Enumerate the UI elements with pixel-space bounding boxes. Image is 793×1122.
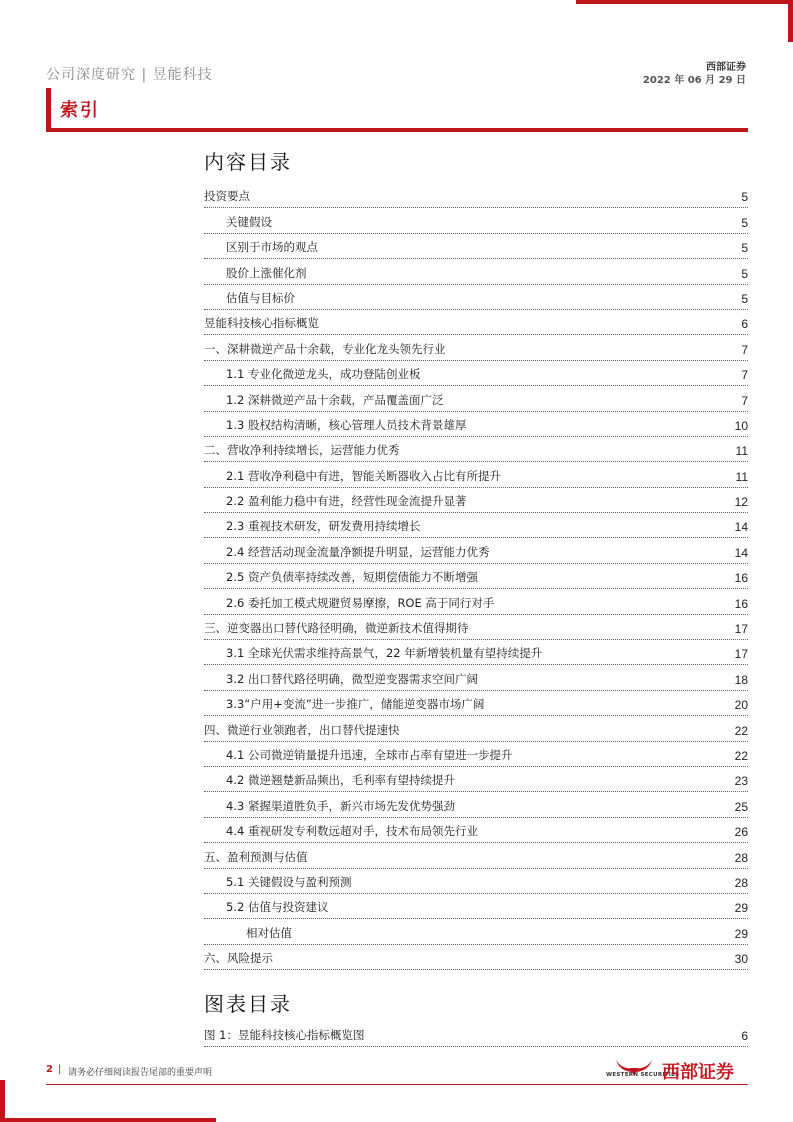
toc-entry-title: 五、盈利预测与估值 <box>204 849 308 864</box>
toc-entry-title: 4.2 微逆翘楚新品频出，毛利率有望持续提升 <box>226 773 455 788</box>
toc-entry[interactable] <box>204 259 748 284</box>
header-brand: 西部证券 <box>706 62 746 73</box>
toc-entry-page: 18 <box>734 672 748 687</box>
toc-entry-page: 23 <box>734 774 748 789</box>
toc-entry[interactable] <box>204 894 748 919</box>
toc-entry-page: 22 <box>734 748 748 763</box>
section-accent-bar <box>46 88 51 132</box>
toc-entry-title: 2.1 营收净利稳中有进，智能关断器收入占比有所提升 <box>226 468 501 483</box>
toc-entry-title: 昱能科技核心指标概览 <box>204 316 319 331</box>
toc-entry-page: 10 <box>734 418 748 433</box>
toc-entry[interactable] <box>204 386 748 411</box>
toc-entry-title: 2.4 经营活动现金流量净额提升明显，运营能力优秀 <box>226 544 490 559</box>
toc-entry[interactable] <box>204 285 748 310</box>
toc-entry-title: 4.4 重视研发专利数远超对手，技术布局领先行业 <box>226 824 478 839</box>
toc-list <box>204 183 748 970</box>
toc-entry-title: 1.2 深耕微逆产品十余载，产品覆盖面广泛 <box>226 392 444 407</box>
toc-entry[interactable] <box>204 843 748 868</box>
toc-entry-page: 17 <box>734 622 748 637</box>
toc-entry-title: 区别于市场的观点 <box>226 240 318 255</box>
toc-entry-title: 2.6 委托加工模式规避贸易摩擦，ROE 高于同行对手 <box>226 595 495 610</box>
logo-chinese: 西部证券 <box>662 1062 734 1083</box>
toc-entry-title: 1.1 专业化微逆龙头，成功登陆创业板 <box>226 367 421 382</box>
toc-entry-page: 6 <box>741 317 748 332</box>
figure-list <box>204 1022 748 1047</box>
toc-entry[interactable] <box>204 208 748 233</box>
toc-entry-page: 7 <box>741 393 748 408</box>
toc-entry[interactable] <box>204 335 748 360</box>
logo-english: WESTERN SECURITIES <box>606 1072 680 1078</box>
corner-decoration-bottom-vertical <box>0 1080 5 1122</box>
toc-entry-title: 5.1 关键假设与盈利预测 <box>226 874 352 889</box>
toc-entry-title: 3.2 出口替代路径明确，微型逆变器需求空间广阔 <box>226 671 478 686</box>
toc-entry-page: 26 <box>734 825 748 840</box>
toc-entry[interactable] <box>204 183 748 208</box>
footer-separator: | <box>58 1064 62 1075</box>
toc-entry-page: 16 <box>734 596 748 611</box>
toc-entry-page: 17 <box>734 647 748 662</box>
toc-entry[interactable] <box>204 615 748 640</box>
toc-entry-page: 28 <box>734 850 748 865</box>
toc-entry[interactable] <box>204 564 748 589</box>
toc-entry[interactable] <box>204 310 748 335</box>
toc-entry-page: 22 <box>734 723 748 738</box>
toc-entry[interactable] <box>204 412 748 437</box>
corner-decoration-bottom <box>0 1118 216 1122</box>
header-date: 2022 年 06 月 29 日 <box>642 75 746 86</box>
toc-entry-page: 5 <box>741 215 748 230</box>
toc-entry-title: 2.2 盈利能力稳中有进，经营性现金流提升显著 <box>226 494 467 509</box>
toc-entry[interactable] <box>204 462 748 487</box>
toc-entry[interactable] <box>204 589 748 614</box>
toc-entry-title: 一、深耕微逆产品十余载，专业化龙头领先行业 <box>204 341 446 356</box>
toc-entry-title: 3.3“户用+变流”进一步推广，储能逆变器市场广阔 <box>226 697 485 712</box>
header-report-label: 公司深度研究 | 昱能科技 <box>46 67 213 83</box>
toc-entry-title: 2.5 资产负债率持续改善，短期偿债能力不断增强 <box>226 570 478 585</box>
footer-disclaimer: 请务必仔细阅读报告尾部的重要声明 <box>68 1068 213 1078</box>
toc-entry[interactable] <box>204 869 748 894</box>
toc-entry-title: 四、微逆行业领跑者，出口替代提速快 <box>204 722 400 737</box>
figure-entry-title: 图 1：昱能科技核心指标概览图 <box>204 1028 365 1043</box>
toc-entry-title: 3.1 全球光伏需求维持高景气，22 年新增装机量有望持续提升 <box>226 646 543 661</box>
toc-entry-page: 25 <box>734 799 748 814</box>
toc-entry-title: 2.3 重视技术研发，研发费用持续增长 <box>226 519 421 534</box>
toc-entry[interactable] <box>204 716 748 741</box>
section-rule <box>46 128 748 132</box>
toc-entry[interactable] <box>204 640 748 665</box>
toc-entry[interactable] <box>204 361 748 386</box>
toc-entry[interactable] <box>204 665 748 690</box>
toc-entry-page: 29 <box>734 901 748 916</box>
toc-entry-page: 7 <box>741 368 748 383</box>
toc-entry-title: 股价上涨催化剂 <box>226 265 307 280</box>
toc-entry-page: 30 <box>734 952 748 967</box>
toc-entry[interactable] <box>204 792 748 817</box>
toc-entry-title: 5.2 估值与投资建议 <box>226 900 329 915</box>
toc-entry-page: 5 <box>741 266 748 281</box>
toc-entry-title: 三、逆变器出口替代路径明确，微逆新技术值得期待 <box>204 621 469 636</box>
toc-entry-title: 投资要点 <box>204 189 250 204</box>
toc-entry-title: 二、营收净利持续增长，运营能力优秀 <box>204 443 400 458</box>
toc-entry-page: 28 <box>734 875 748 890</box>
toc-entry[interactable] <box>204 488 748 513</box>
toc-entry[interactable] <box>204 513 748 538</box>
footer-page-number: 2 <box>46 1064 53 1075</box>
toc-entry-title: 4.1 公司微逆销量提升迅速，全球市占率有望进一步提升 <box>226 747 513 762</box>
section-title: 索引 <box>60 100 100 121</box>
toc-entry[interactable] <box>204 818 748 843</box>
figure-entry-page: 6 <box>741 1029 748 1044</box>
corner-decoration-top-vertical <box>788 0 793 42</box>
toc-entry-page: 11 <box>735 444 748 459</box>
figure-entry[interactable] <box>204 1022 748 1047</box>
toc-entry[interactable] <box>204 742 748 767</box>
toc-entry[interactable] <box>204 538 748 563</box>
toc-entry-page: 12 <box>734 495 748 510</box>
toc-entry-title: 估值与目标价 <box>226 290 295 305</box>
toc-entry-page: 7 <box>741 342 748 357</box>
toc-entry-page: 14 <box>734 520 748 535</box>
toc-entry-title: 相对估值 <box>246 925 292 940</box>
toc-entry-page: 29 <box>734 926 748 941</box>
toc-entry-page: 5 <box>741 241 748 256</box>
toc-entry[interactable] <box>204 691 748 716</box>
toc-entry-title: 4.3 紧握渠道胜负手，新兴市场先发优势强劲 <box>226 798 455 813</box>
toc-entry-page: 20 <box>734 698 748 713</box>
toc-entry-page: 5 <box>741 291 748 306</box>
toc-entry-page: 5 <box>741 190 748 205</box>
toc-entry-page: 16 <box>734 571 748 586</box>
corner-decoration-top <box>576 0 793 4</box>
toc-entry-page: 14 <box>734 545 748 560</box>
toc-entry-title: 关键假设 <box>226 214 272 229</box>
toc-entry[interactable] <box>204 945 748 970</box>
toc-entry-title: 六、风险提示 <box>204 951 273 966</box>
toc-entry[interactable] <box>204 437 748 462</box>
figure-list-heading: 图表目录 <box>204 992 292 1016</box>
toc-heading: 内容目录 <box>204 150 292 174</box>
footer-rule <box>46 1084 748 1085</box>
toc-entry[interactable] <box>204 919 748 944</box>
toc-entry[interactable] <box>204 767 748 792</box>
toc-entry-page: 11 <box>735 469 748 484</box>
toc-entry-title: 1.3 股权结构清晰，核心管理人员技术背景雄厚 <box>226 417 467 432</box>
toc-entry[interactable] <box>204 234 748 259</box>
